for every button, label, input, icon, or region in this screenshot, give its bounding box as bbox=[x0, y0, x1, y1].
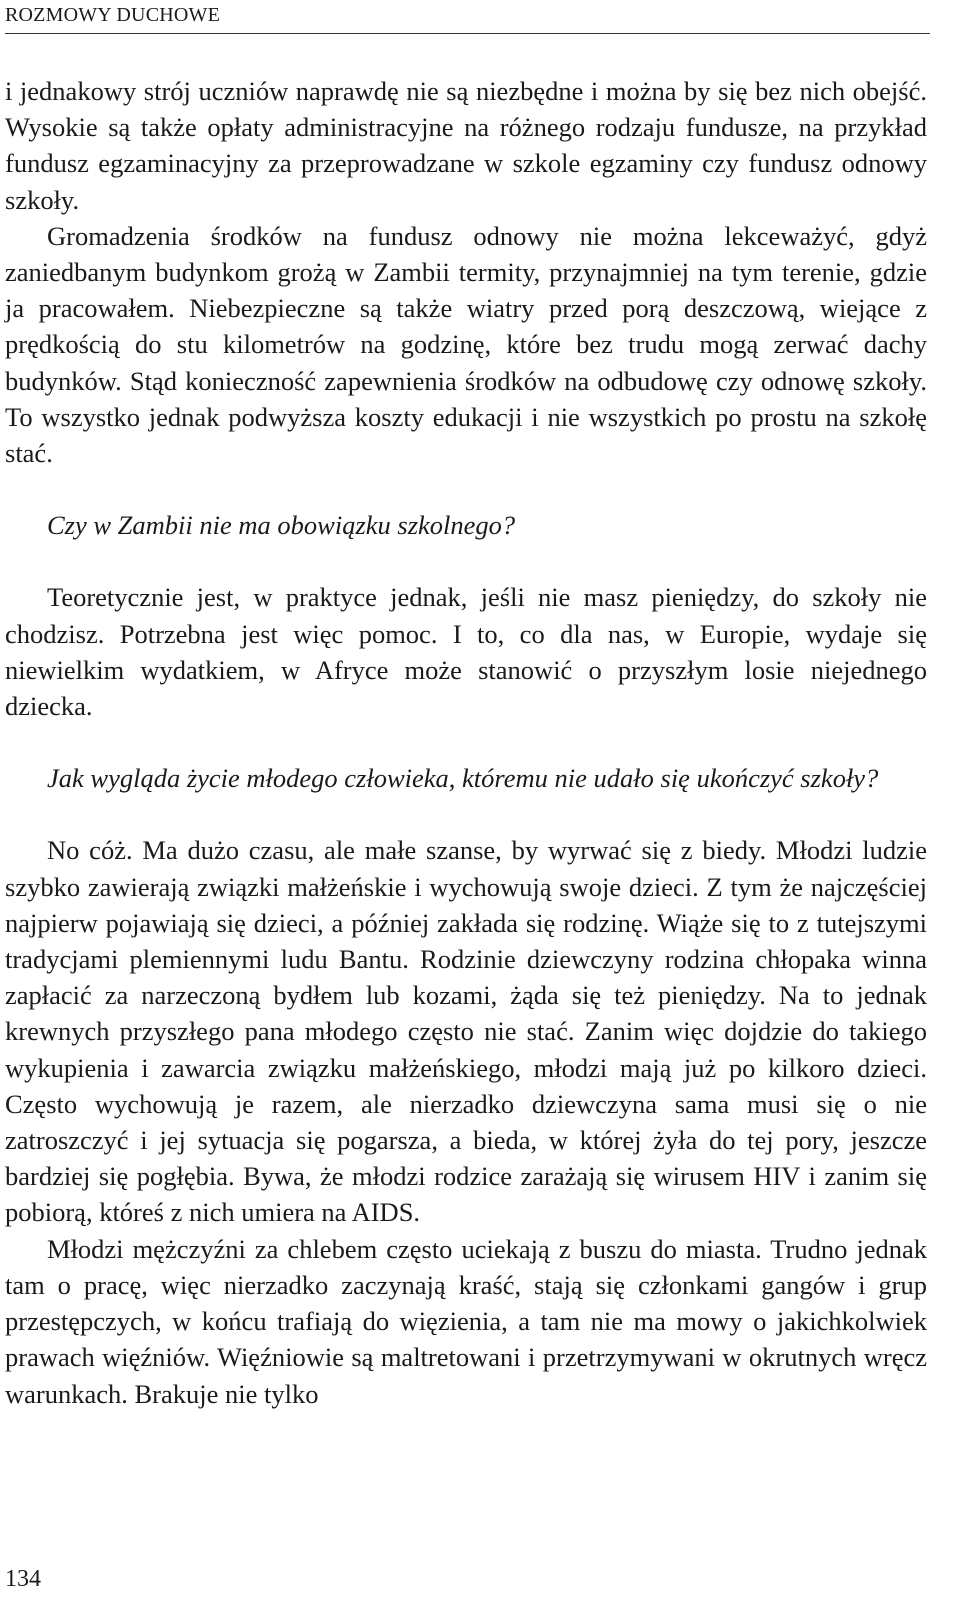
header-rule bbox=[5, 33, 930, 34]
paragraph-gap bbox=[5, 471, 927, 507]
paragraph-gap bbox=[5, 543, 927, 579]
interview-answer: Teoretycznie jest, w praktyce jednak, jeśli nie masz pieniędzy, do szkoły nie chodzisz. Potrzebna jest więc pomoc. I to, co dla nas, w Europie, wydaje się niewielkim wydatkiem, w Afryce może stanowić o przyszłym losie niejednego dziecka. bbox=[5, 582, 927, 722]
paragraph: Gromadzenia środków na fundusz odnowy nie można lekceważyć, gdyż zaniedbanym budynkom grożą w Zambii termity, przynajmniej na tym terenie, gdzie ja pracowałem. Niebezpieczne są także wiatry przed porą deszczową, wiejące z prędkością do stu kilometrów na godzinę, które bez trudu mogą zerwać dachy budynków. Stąd konieczność zapewnienia środków na odbudowę czy odnowę szkoły. To wszystko jednak podwyższa koszty edukacji i nie wszystkich po prostu na szkołę stać. bbox=[5, 220, 927, 469]
page-number: 134 bbox=[5, 1566, 41, 1592]
paragraph-gap bbox=[5, 796, 927, 832]
paragraph: Młodzi mężczyźni za chlebem często uciekają z buszu do miasta. Trudno jednak tam o pracę, więc nierzadko zaczynają kraść, stają się członkami gangów i grup przestępczych, w końcu trafiają do więzienia, a tam nie ma mowy o jakichkolwiek prawach więźniów. Więźniowie są maltretowani i przetrzymywani w okrutnych wręcz warunkach. Brakuje nie tylko bbox=[5, 1233, 927, 1409]
interview-answer: No cóż. Ma dużo czasu, ale małe szanse, by wyrwać się z biedy. Młodzi ludzie szybko zawierają związki małżeńskie i wychowują swoje dzieci. Z tym że najczęściej najpierw pojawiają się dzieci, a później zakłada się rodzinę. Wiąże się to z tutejszymi tradycjami plemiennymi ludu Bantu. Rodzinie dziewczyny rodzina chłopaka winna zapłacić za narzeczoną bydłem lub kozami, żąda się też pieniędzy. Na to jednak krewnych przyszłego pana młodego często nie stać. Zanim więc dojdzie do takiego wykupienia i zawarcia związku małżeńskiego, młodzi mają już po kilkoro dzieci. Często wychowują je razem, ale nierzadko dziewczyna sama musi się o nie zatroszczyć i jej sytuacja się pogarsza, a bieda, w której żyła do tej pory, jeszcze bardziej się pogłębia. Bywa, że młodzi rodzice zarażają się wirusem HIV i zanim się pobiorą, któreś z nich umiera na AIDS. bbox=[5, 835, 927, 1228]
body-text bbox=[5, 73, 927, 1412]
paragraph: i jednakowy strój uczniów naprawdę nie są niezbędne i można by się bez nich obejść. Wysokie są także opłaty administracyjne na różnego rodzaju fundusze, na przykład fundusz egzaminacyjny za przeprowadzane w szkole egzaminy czy fundusz odnowy szkoły. bbox=[5, 76, 927, 215]
paragraph-gap bbox=[5, 724, 927, 760]
interview-question: Jak wygląda życie młodego człowieka, któremu nie udało się ukończyć szkoły? bbox=[47, 763, 879, 794]
interview-question: Czy w Zambii nie ma obowiązku szkolnego? bbox=[47, 510, 516, 541]
running-header: ROZMOWY DUCHOWE bbox=[5, 4, 221, 26]
